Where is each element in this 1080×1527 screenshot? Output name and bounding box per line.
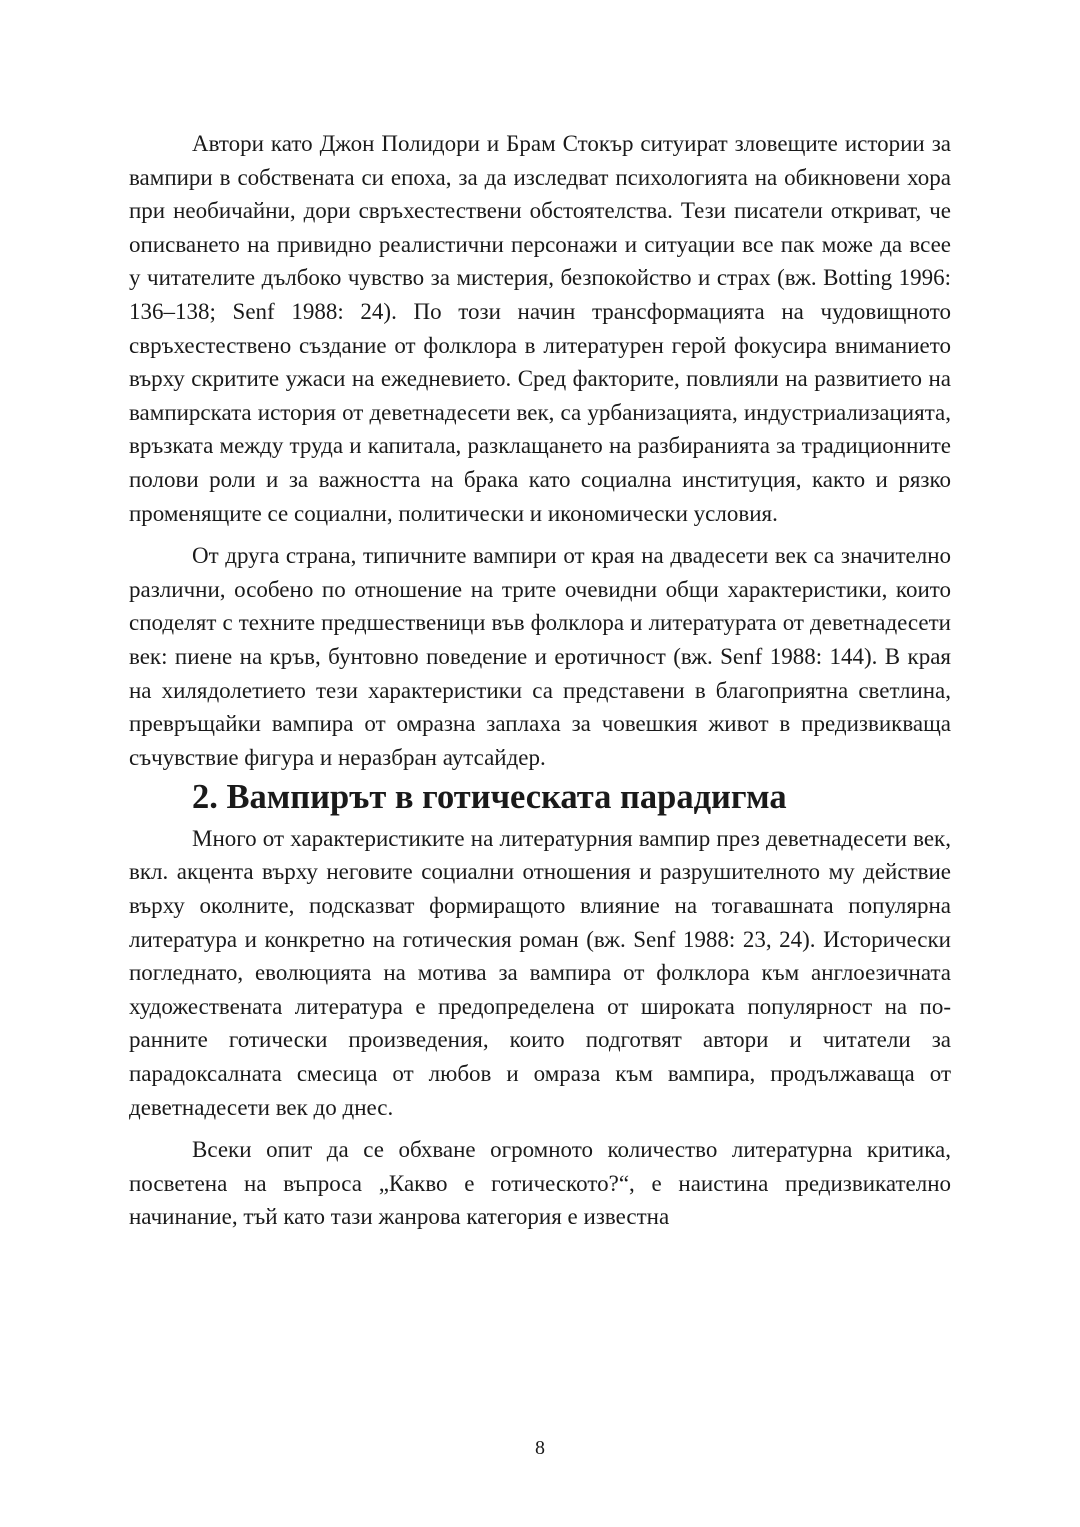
page-number: 8: [535, 1437, 545, 1459]
paragraph-what-is-gothic: Всеки опит да се обхване огромното количество литературна критика, посветена на въпроса „Какво е готическото?“, е наистина предизвикателно начинание, тъй като тази жанрова категория е известна: [129, 1137, 951, 1230]
paragraph-twentieth-century-vampires: От друга страна, типичните вампири от края на двадесети век са значително различни, особено по отношение на трите очевидни общи характеристики, които споделят с техните предшественици във фолклора и литературата от деветнадесети век: пиене на кръв, бунтовно поведение и еротичност (вж. Senf 1988: 144). В края на хилядолетието тези характеристики са представени в благоприятна светлина, превръщайки вампира от омразна заплаха за човешкия живот в предизвикваща съчувствие фигура и неразбран аутсайдер.: [129, 543, 951, 770]
section-heading: 2. Вампирът в готическата парадигма: [192, 778, 787, 817]
paragraph-gothic-influence: Много от характеристиките на литературния вампир през деветнадесети век, вкл. акцента върху неговите социални отношения и разрушителното му действие върху околните, подсказват формиращото влияние на тогавашната популярна литература и конкретно на готическия роман (вж. Senf 1988: 23, 24). Исторически погледнато, еволюцията на мотива за вампира от фолклора към англоезичната художествената литература е предопределена от широката популярност на по-ранните готически произведения, които подготвят автори и читатели за парадоксалната смесица от любов и омраза към вампира, продължаваща от деветнадесети век до днес.: [129, 825, 951, 1120]
paragraph-authors-polidori-stoker: Автори като Джон Полидори и Брам Стокър ситуират зловещите истории за вампири в собствената си епоха, за да изследват психологията на обикновени хора при необичайни, дори свръхестествени обстоятелства. Тези писатели откриват, че описването на привидно реалистични персонажи и ситуации все пак може да всее у читателите дълбоко чувство за мистерия, безпокойство и страх (вж. Botting 1996: 136–138; Senf 1988: 24). По този начин трансформацията на чудовищното свръхестествено създание от фолклора в литературен герой фокусира вниманието върху скритите ужаси на ежедневието. Сред факторите, повлияли на развитието на вампирската история от деветнадесети век, са урбанизацията, индустриализацията, връзката между труда и капитала, разклащането на разбиранията за традиционните полови роли и за важността на брака като социална институция, както и рязко променящите се социални, политически и икономически условия.: [129, 131, 951, 526]
page-body: [129, 127, 951, 1234]
